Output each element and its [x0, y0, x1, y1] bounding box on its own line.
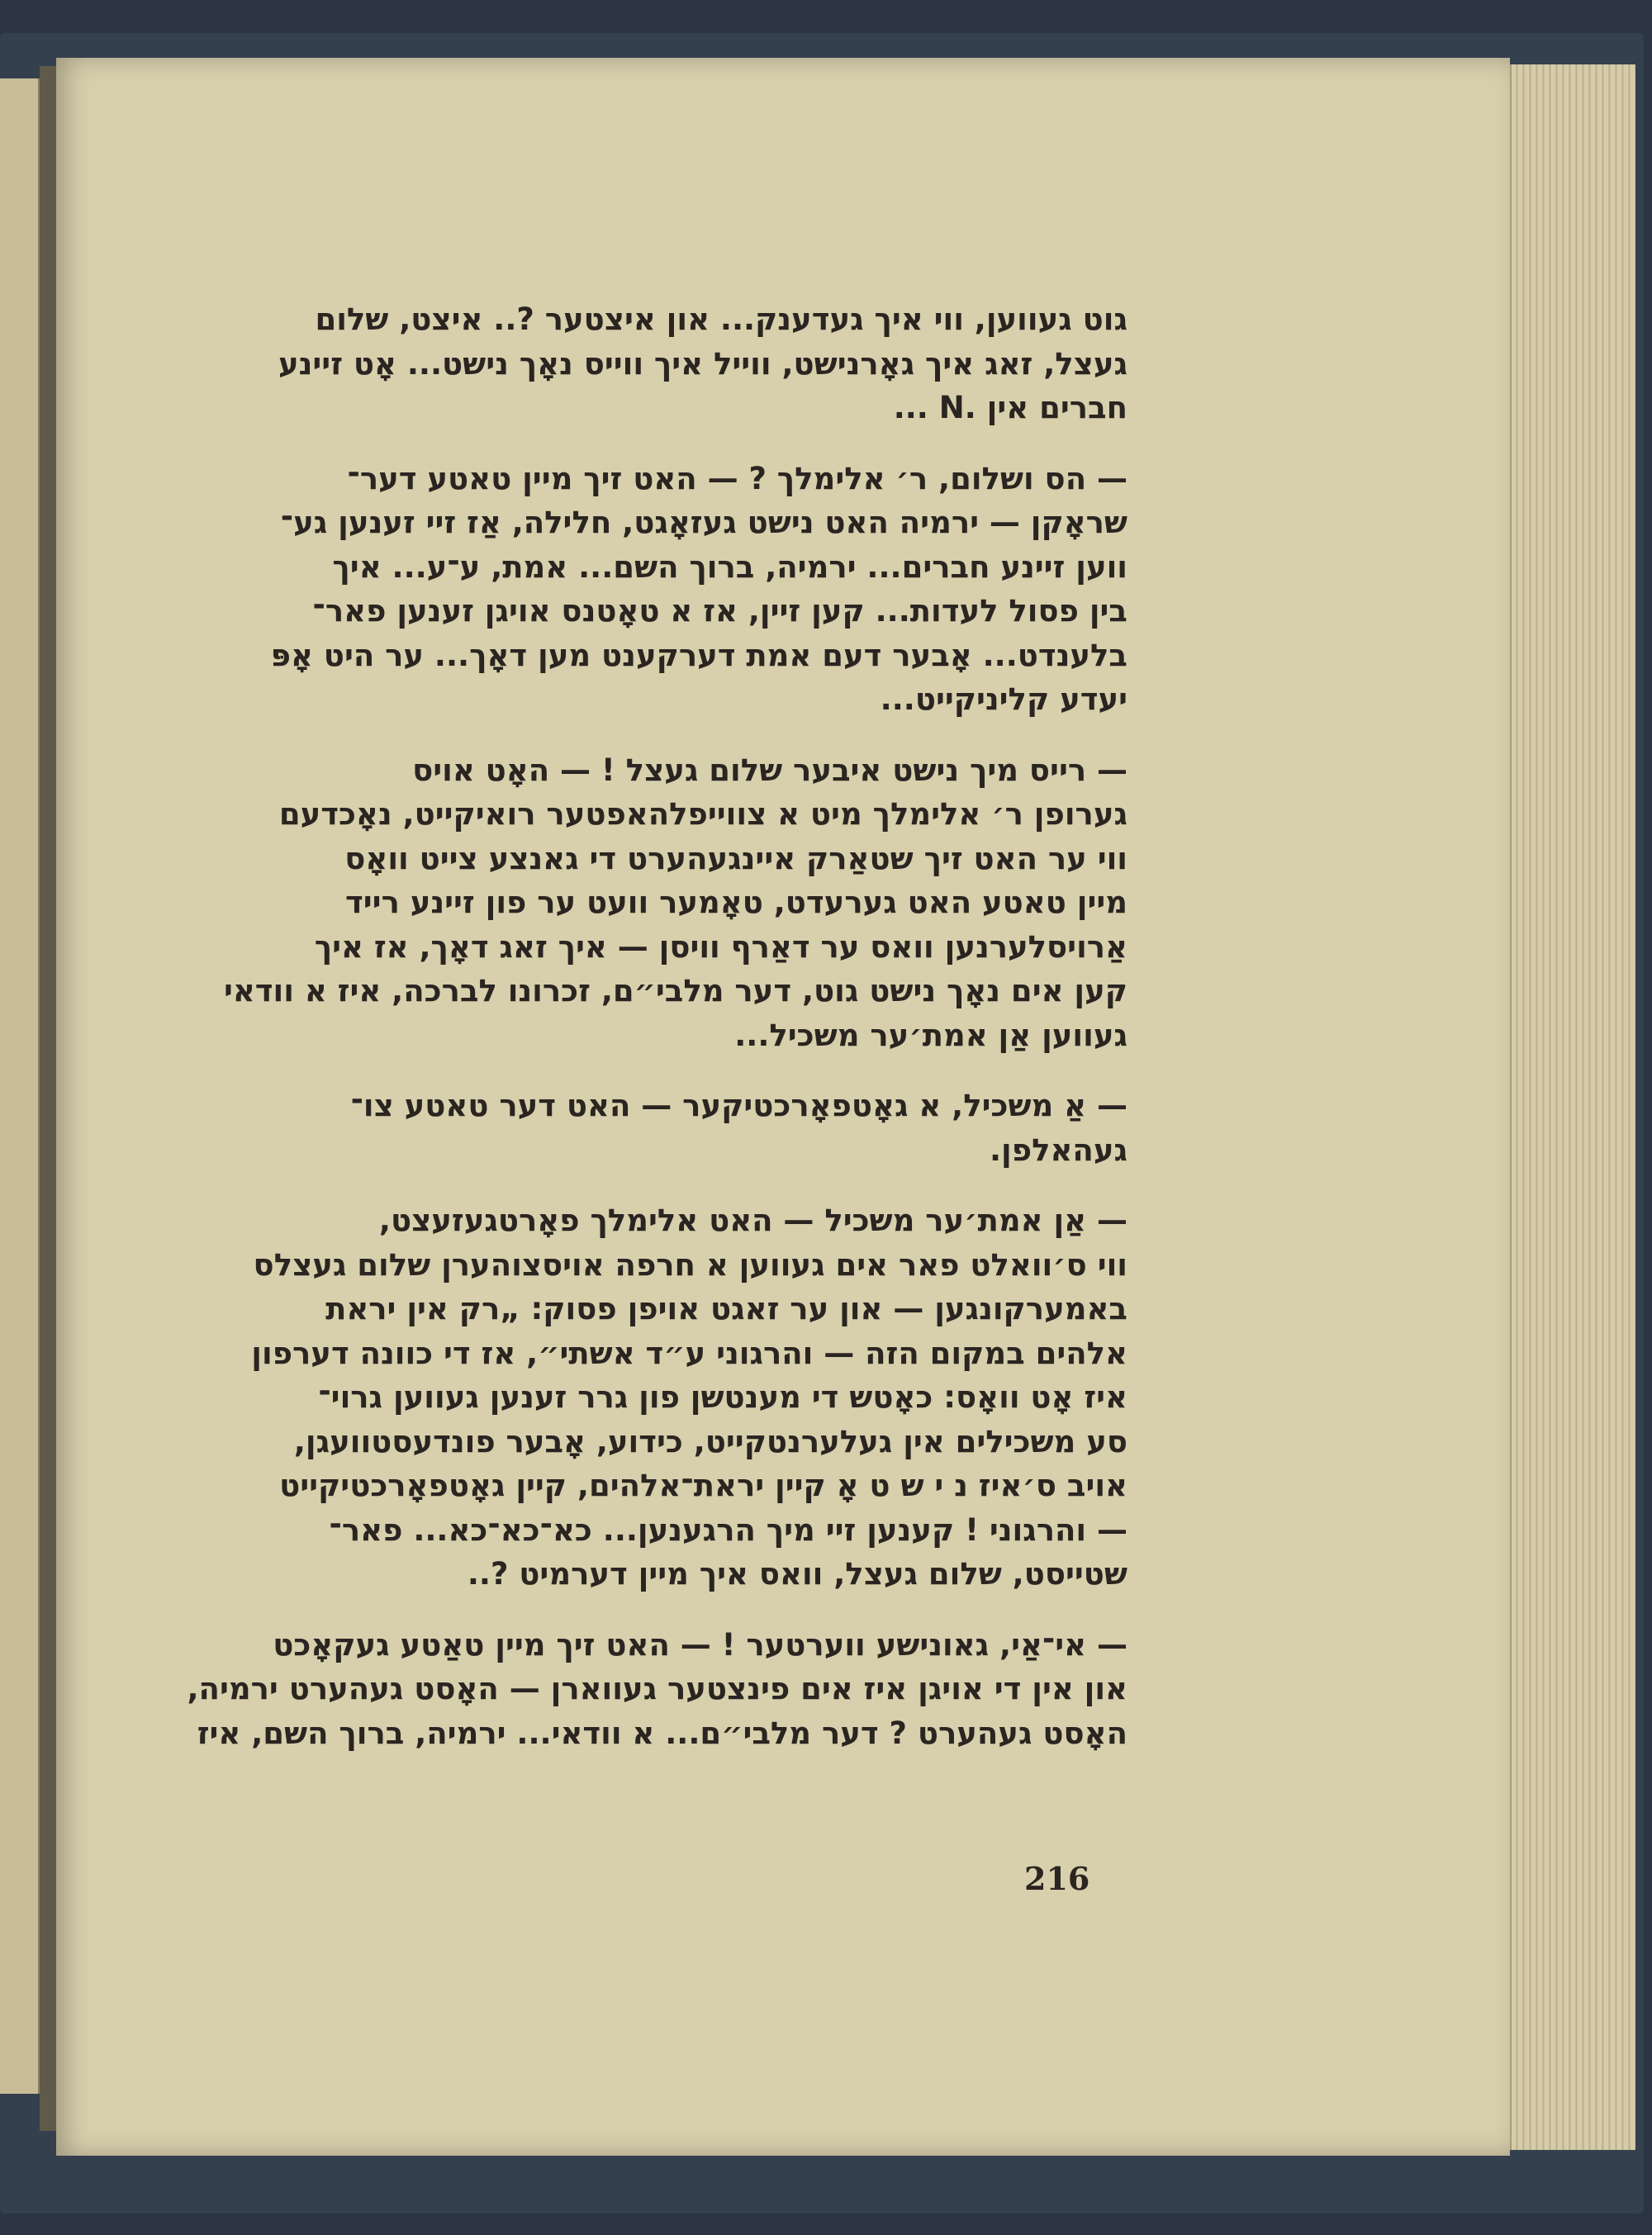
paragraph: גוט געווען, ווי איך געדענק... און איצטער ?.. איצט, שלום געצל, זאג איך גאָרנישט, ווייל איך ווייס נאָך נישט... אָט זיינע חברים אין .N ... — [278, 301, 1127, 425]
paragraph: — רייס מיך נישט איבער שלום געצל ! — האָט אויס גערופן ר׳ אלימלך מיט א צווייפלהאפטער רואיקייט, נאָכדעם ווי ער האט זיך שטאַרק איינגעהערט די גאנצע צייט וואָס מיין טאטע האט גערעדט, טאָמער וועט ער פון זיינע רייד אַרויסלערנען וואס ער דאַרף וויסן — איך זאג דאָך, אז איך קען אים נאָך נישט גוט, דער מלבי״ם, זכרונו לברכה, איז א וודאי געווען אַן אמת׳ער משכיל... — [223, 752, 1127, 1053]
previous-page-edge — [0, 78, 40, 2094]
book-gutter — [40, 66, 58, 2131]
page-text — [145, 297, 1127, 1782]
paragraph: — אַ משכיל, א גאָטפאָרכטיקער — האט דער טאטע צו־ געהאלפן. — [350, 1088, 1127, 1168]
paragraph: — אי־אַי, גאונישע ווערטער ! — האט זיך מיין טאַטע געקאָכט און אין די אויגן איז אים פינצטער געווארן — האָסט געהערט ירמיה, האָסט געהערט ? דער מלבי״ם... א וודאי... ירמיה, ברוך השם, איז — [187, 1626, 1127, 1751]
paragraph: — הס ושלום, ר׳ אלימלך ? — האט זיך מיין טאטע דער־ שראָקן — ירמיה האט נישט געזאָגט, חלילה, אַז זיי זענען גע־ ווען זיינע חברים... ירמיה, ברוך השם... אמת, ע־ע... איך בין פסול לעדות... קען זיין, אז א טאָטנס אויגן זענען פאר־ בלענדט... אָבער דעם אמת דערקענט מען דאָך... ער היט אָפּ יעדע קליניקייט... — [270, 460, 1127, 717]
page-number: 216 — [1024, 1860, 1090, 1897]
page-block-edges — [1510, 64, 1635, 2150]
paragraph: — אַן אמת׳ער משכיל — האט אלימלך פאָרטגעזעצט, ווי ס׳וואלט פאר אים געווען א חרפה אויסצוהערן שלום געצלס באמערקונגען — און ער זאגט אויפן פסוק: „רק אין יראת אלהים במקום הזה — והרגוני ע״ד אשתי״, אז די כוונה דערפון איז אָט וואָס: כאָטש די מענטשן פון גרר זענען געווען גרוי־ סע משכילים אין געלערנטקייט, כידוע, אָבער פונדעסטוועגן, אויב ס׳איז נ י ש ט אָ קיין יראת־אלהים, קיין גאָטפאָרכטיקייט — והרגוני ! קענען זיי מיך הרגענען... כא־כא־כא... פאר־ שטייסט, שלום געצל, וואס איך מיין דערמיט ?.. — [251, 1203, 1127, 1592]
